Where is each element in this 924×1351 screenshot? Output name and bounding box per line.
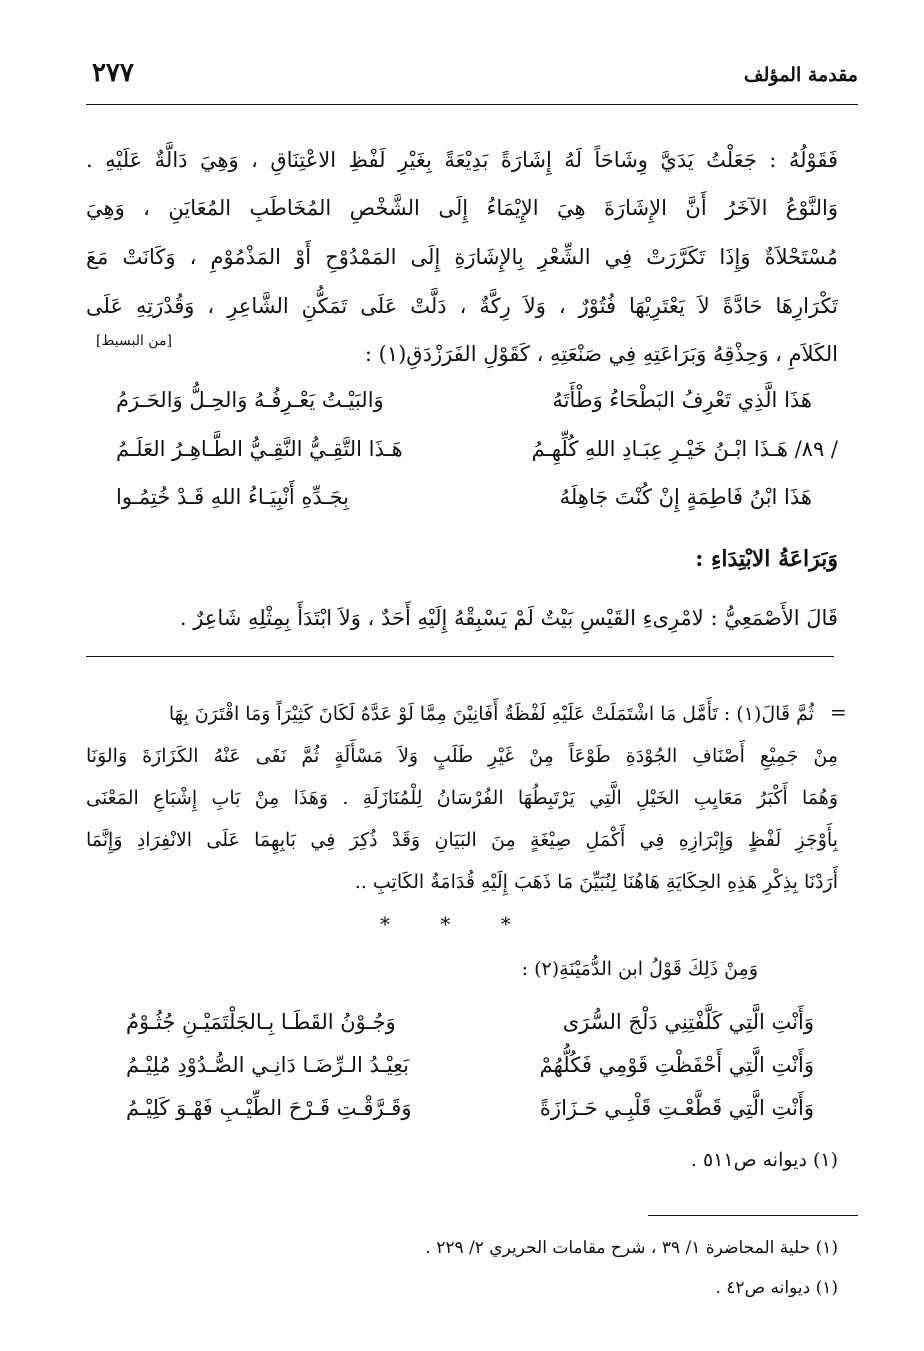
header-rule [86, 104, 858, 105]
poem-2-intro: وَمِنْ ذَلِكَ قَوْلُ ابن الدُّمَيْنَةِ(٢) : [521, 958, 758, 980]
body-line-1: فَقَوْلُهُ : جَعَلْتُ يَدَيَّ وِشَاحَاً لَهُ إِشَارَةً بَدِيْعَةً بِغَيْرِ لَفْظِ الاعْتِنَاقِ ، وَهِيَ دَالَّةٌ عَلَيْهِ . [86, 148, 838, 172]
verse-1-second-hemistich: وَالبَيْـتُ يَعْـرِفُـهُ وَالحِـلُّ وَالحَـرَمُ [116, 388, 384, 412]
verse-2-first-hemistich: / ٨٩/ هَـذَا ابْـنُ خَيْـرِ عِبَـادِ اللهِ كُلِّهِـمُ [531, 437, 838, 461]
poem-2-verse-1-second: وَجُـوْنُ القَطَـا بِـالجَلْتَمَيْـنِ جُثُـوْمُ [126, 1010, 396, 1034]
poem-2-verse-3-second: وَقَـرَّقْـتِ قَـرْحَ الطِّيْـبِ فَهْـوَ كَلِيْـمُ [126, 1096, 412, 1120]
note-line-4: بِأَوْجَزِ لَفْظٍ وَإِبْرَازِهِ فِي أَكْمَلِ صِيْغَةٍ مِنَ البَيَانِ وَقَدْ ذُكِرَ فِي بَابِهِمَا عَلَى الانْفِرَادِ وَإِنَّمَا [86, 829, 838, 851]
poem-2-verse-2-second: بَعِيْـدُ الـرِّضَـا دَانِـي الصُّـدُوْدِ مُلِيْـمُ [126, 1053, 410, 1077]
meter-label: [من البسيط] [96, 333, 172, 349]
poem-2-verse-2-first: وَأَنْتِ الَّتِي أَحْفَظْتِ قَوْمِي فَكُلُّهُمْ [539, 1053, 814, 1077]
inner-footnote: (١) ديوانه ص٥١١ . [690, 1149, 838, 1171]
body-line-5: الكَلاَمِ ، وَحِذْقِهُ وَبَرَاعَتِهِ فِي صَنْعَتِهِ ، كَقَوْلِ الفَرَزْدَقِ(١) : [364, 342, 838, 366]
section-text: قَالَ الأَصْمَعِيُّ : لامْرِىءِ القَيْسِ بَيْتٌ لَمْ يَسْبِقْهُ إِلَيْهِ أَحَدٌ ، وَلاَ ابْتَدَأَ بِمِثْلِهِ شَاعِرٌ . [179, 606, 838, 630]
note-line-3: وَهُمَا أَكْبَرُ مَعَايِبِ الخَيْلِ الَّتِي يَرْتَبِطُهَا الفُرْسَانُ لِلْمُنَازَلَةِ . وَهَذَا مِنْ بَابِ إِشْبَاعِ المَعْنَى [86, 787, 838, 809]
note-line-2: مِنْ جَمِيْعِ أَصْنَافِ الجُوْدَةِ طَوْعَاً مِنْ غَيْرِ طَلَبٍ وَلاَ مَسْأَلَةٍ ثُمَّ نَفَى عَنْهُ الكَزَازَةَ وَالوَنَا [86, 745, 838, 767]
footnote-1: (١) حلية المحاضرة ١/ ٣٩ ، شرح مقامات الحريري ٢/ ٢٢٩ . [425, 1238, 838, 1258]
continuation-mark: = [830, 700, 847, 724]
verse-1-first-hemistich: هَذَا الَّذِي تَعْرِفُ البَطْحَاءُ وَطْأَتَهُ [552, 388, 812, 412]
page-number: ٢٧٧ [92, 58, 134, 88]
verse-2-second-hemistich: هَـذَا التَّقِـيُّ النَّقِـيُّ الطَّـاهِـرُ العَلَـمُ [116, 437, 403, 461]
poem-2-verse-1-first: وَأَنْتِ الَّتِي كَلَّفْتِنِي دَلْجَ السُّرَى [562, 1010, 814, 1034]
note-line-5: أَرَدْنَا بِذِكْرِ هَذِهِ الحِكَايَةِ هَاهُنَا لِنُبَيِّنَ مَا ذَهَبَ إِلَيْهِ قُدَامَةُ الكَاتِبِ .. [354, 871, 838, 893]
body-line-2: وَالنَّوْعُ الآخَرُ أَنَّ الإِشَارَةَ هِيَ الإِيْمَاءُ إِلَى الشَّخْصِ المُخَاطَبِ المُعَايَنِ ، وَهِيَ [86, 196, 838, 220]
running-header-title: مقدمة المؤلف [743, 64, 858, 86]
section-divider-stars: * * * [380, 912, 533, 936]
notes-separator-rule [86, 656, 834, 657]
verse-3-second-hemistich: بِجَـدِّهِ أَنْبِيَـاءُ اللهِ قَـدْ خُتِمُـوا [116, 485, 350, 509]
poem-2-verse-3-first: وَأَنْتِ الَّتِي قَطَّعْـتِ قَلْبِـي حَـزَازَةً [539, 1096, 814, 1120]
body-line-3: مُسْتَحْلاَةٌ وَإِذَا تَكَرَّرَتْ فِي الشِّعْرِ بِالإِشَارَةِ إِلَى المَمْدُوْحِ أَوْ المَذْمُوْمِ ، وَكَانَتْ مَعَ [86, 245, 838, 269]
verse-3-first-hemistich: هَذَا ابْنُ فَاطِمَةٍ إِنْ كُنْتَ جَاهِلَهُ [559, 485, 812, 509]
footnote-2: (١) ديوانه ص٤٢ . [715, 1278, 838, 1298]
section-heading: وَبَرَاعَةُ الابْتِدَاءِ : [695, 546, 838, 572]
note-line-1: ثُمَّ قَالَ(١) : تَأَمَّل مَا اشْتَمَلَتْ عَلَيْهِ لَفْظَةُ أَفَانِيْنَ مِمَّا لَوْ عَدَّهُ لَكَانَ كَثِيْرَاً وَمَا اقْتَرَنَ بِهَا [168, 703, 814, 725]
body-line-4: تَكْرَارِهَا حَادَّةً لاَ يَعْتَرِيْهَا فُتُوْرٌ ، وَلاَ رِكَّةٌ ، دَلَّتْ عَلَى تَمَكُّنِ الشَّاعِرِ ، وَقُدْرَتِهِ عَلَى [86, 294, 838, 318]
footnote-rule [648, 1215, 858, 1216]
